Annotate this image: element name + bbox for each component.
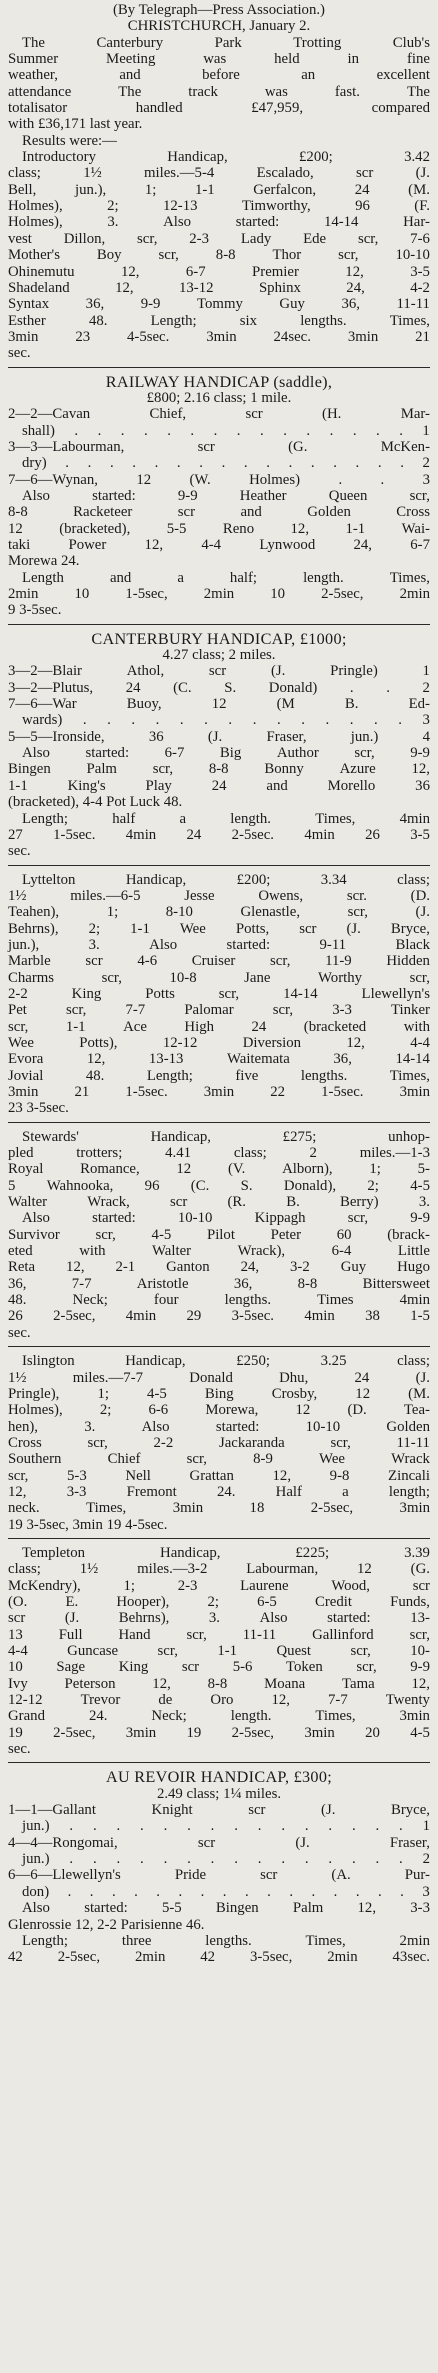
- article-line: 3—2—Blair Athol, scr (J. Pringle) 1: [8, 663, 430, 680]
- article-line: 8-8 Racketeer scr and Golden Cross: [8, 504, 430, 521]
- article-line: (O. E. Hooper), 2; 6-5 Credit Funds,: [8, 1593, 430, 1610]
- article-line: 1½ miles.—7-7 Donald Dhu, 24 (J.: [8, 1369, 430, 1386]
- article-line: Reta 12, 2-1 Ganton 24, 3-2 Guy Hugo: [8, 1259, 430, 1276]
- article-line: 7—6—Wynan, 12 (W. Holmes) . . 3: [8, 471, 430, 488]
- article-line: Behrns), 2; 1-1 Wee Potts, scr (J. Bryce,: [8, 920, 430, 937]
- article-line: Syntax 36, 9-9 Tommy Guy 36, 11-11: [8, 296, 430, 313]
- article-line: 4.27 class; 2 miles.: [162, 647, 276, 664]
- article-line: 27 1-5sec. 4min 24 2-5sec. 4min 26 3-5: [8, 826, 430, 843]
- article-line: totalisator handled £47,959, compared: [8, 100, 430, 117]
- article-line: Shadeland 12, 13-12 Sphinx 24, 4-2: [8, 279, 430, 296]
- article-line: 36, 7-7 Aristotle 36, 8-8 Bittersweet: [8, 1275, 430, 1292]
- article-line: hen), 3. Also started: 10-10 Golden: [8, 1418, 430, 1435]
- article-line: 1½ miles.—6-5 Jesse Owens, scr. (D.: [8, 887, 430, 904]
- article-line: eted with Walter Wrack), 6-4 Little: [8, 1243, 430, 1260]
- article-line: attendance The track was fast. The: [8, 83, 430, 100]
- article-line: (bracketed), 4-4 Pot Luck 48.: [8, 794, 183, 811]
- article-line: Royal Romance, 12 (V. Alborn), 1; 5-: [8, 1161, 430, 1178]
- article-line: sec.: [8, 1324, 31, 1341]
- article-line: shall) . . . . . . . . . . . . . . . 1: [22, 422, 430, 439]
- section-divider: [8, 624, 430, 625]
- article-line: Holmes), 3. Also started: 14-14 Har-: [8, 214, 430, 231]
- article-line: Esther 48. Length; six lengths. Times,: [8, 312, 430, 329]
- article-line: The Canterbury Park Trotting Club's: [22, 34, 430, 51]
- article-line: Survivor scr, 4-5 Pilot Peter 60 (brack-: [8, 1226, 430, 1243]
- article-line: CANTERBURY HANDICAP, £1000;: [91, 629, 347, 648]
- article-line: Pringle), 1; 4-5 Bing Crosby, 12 (M.: [8, 1385, 430, 1402]
- article-line: Length and a half; length. Times,: [22, 569, 430, 586]
- article-line: 9 3-5sec.: [8, 602, 62, 619]
- article-line: jun.), 3. Also started: 9-11 Black: [8, 936, 430, 953]
- section-divider: [8, 367, 430, 368]
- article-line: Summer Meeting was held in fine: [8, 51, 430, 68]
- article-line: AU REVOIR HANDICAP, £300;: [105, 1768, 333, 1787]
- article-line: 4—4—Rongomai, scr (J. Fraser,: [8, 1834, 430, 1851]
- article-line: 13 Full Hand scr, 11-11 Gallinford scr,: [8, 1626, 430, 1643]
- article-line: scr, 1-1 Ace High 24 (bracketed with: [8, 1018, 430, 1035]
- article-line: Evora 12, 13-13 Waitemata 36, 14-14: [8, 1051, 430, 1068]
- article-line: 19 3-5sec, 3min 19 4-5sec.: [8, 1516, 168, 1533]
- article-line: 2-2 King Potts scr, 14-14 Llewellyn's: [8, 985, 430, 1002]
- article-line: Also started: 9-9 Heather Queen scr,: [22, 487, 430, 504]
- article-line: taki Power 12, 4-4 Lynwood 24, 6-7: [8, 537, 430, 553]
- section-divider: [8, 865, 430, 866]
- article-line: (By Telegraph—Press Association.): [113, 2, 325, 18]
- article-line: Bell, jun.), 1; 1-1 Gerfalcon, 24 (M.: [8, 181, 430, 198]
- article-line: Glenrossie 12, 2-2 Parisienne 46.: [8, 1916, 205, 1933]
- article-line: 5—5—Ironside, 36 (J. Fraser, jun.) 4: [8, 728, 430, 745]
- section-divider: [8, 1346, 430, 1347]
- article-line: 48. Neck; four lengths. Times 4min: [8, 1292, 430, 1309]
- section-divider: [8, 1762, 430, 1763]
- article-line: Teahen), 1; 8-10 Glenastle, scr, (J.: [8, 904, 430, 921]
- article-line: Wee Potts), 12-12 Diversion 12, 4-4: [8, 1034, 430, 1051]
- article-line: wards) . . . . . . . . . . . . . . 3: [22, 712, 430, 729]
- article-line: neck. Times, 3min 18 2-5sec, 3min: [8, 1500, 430, 1517]
- article-line: 12 (bracketed), 5-5 Reno 12, 1-1 Wai-: [8, 520, 430, 537]
- article-line: 10 Sage King scr 5-6 Token scr, 9-9: [8, 1659, 430, 1676]
- article-line: jun.) . . . . . . . . . . . . . . . 1: [22, 1818, 430, 1835]
- article-line: CHRISTCHURCH, January 2.: [127, 18, 311, 35]
- article-line: 42 2-5sec, 2min 42 3-5sec, 2min 43sec.: [8, 1949, 430, 1966]
- article-line: Walter Wrack, scr (R. B. Berry) 3.: [8, 1194, 430, 1211]
- article-line: 26 2-5sec, 4min 29 3-5sec. 4min 38 1-5: [8, 1308, 430, 1325]
- article-line: 2.49 class; 1¼ miles.: [156, 1785, 282, 1802]
- article-line: Charms scr, 10-8 Jane Worthy scr,: [8, 969, 430, 986]
- article-line: 1—1—Gallant Knight scr (J. Bryce,: [8, 1802, 430, 1819]
- article-line: Mother's Boy scr, 8-8 Thor scr, 10-10: [8, 247, 430, 264]
- article-line: 7—6—War Buoy, 12 (M B. Ed-: [8, 696, 430, 713]
- article-line: class; 1½ miles.—3-2 Labourman, 12 (G.: [8, 1561, 430, 1578]
- article-line: sec.: [8, 1741, 31, 1758]
- article-line: 3min 21 1-5sec. 3min 22 1-5sec. 3min: [8, 1084, 430, 1100]
- article-line: 1-1 King's Play 24 and Morello 36: [8, 777, 430, 794]
- article-line: Morewa 24.: [8, 553, 80, 570]
- article-line: McKendry), 1; 2-3 Laurene Wood, scr: [8, 1577, 430, 1594]
- article-line: Introductory Handicap, £200; 3.42: [22, 149, 430, 166]
- article-line: Also started: 6-7 Big Author scr, 9-9: [22, 745, 430, 762]
- article-line: Southern Chief scr, 8-9 Wee Wrack: [8, 1451, 430, 1468]
- article-line: Cross scr, 2-2 Jackaranda scr, 11-11: [8, 1434, 430, 1451]
- article-line: Length; three lengths. Times, 2min: [22, 1932, 430, 1949]
- article-line: £800; 2.16 class; 1 mile.: [146, 389, 292, 406]
- article-line: Ohinemutu 12, 6-7 Premier 12, 3-5: [8, 263, 430, 280]
- article-line: with £36,171 last year.: [8, 116, 143, 133]
- article-line: Length; half a length. Times, 4min: [22, 810, 430, 827]
- article-line: don) . . . . . . . . . . . . . . . . 3: [22, 1883, 430, 1900]
- article-line: Also started: 5-5 Bingen Palm 12, 3-3: [22, 1900, 430, 1917]
- article-line: sec.: [8, 843, 31, 860]
- article-line: Holmes), 2; 6-6 Morewa, 12 (D. Tea-: [8, 1402, 430, 1419]
- article-line: RAILWAY HANDICAP (saddle),: [105, 372, 333, 391]
- article-line: weather, and before an excellent: [8, 67, 430, 84]
- article-line: Also started: 10-10 Kippagh scr, 9-9: [22, 1210, 430, 1227]
- article-line: 4-4 Guncase scr, 1-1 Quest scr, 10-: [8, 1643, 430, 1659]
- article-line: 3—3—Labourman, scr (G. McKen-: [8, 438, 430, 455]
- article-line: 2—2—Cavan Chief, scr (H. Mar-: [8, 406, 430, 423]
- article-line: 5 Wahnooka, 96 (C. S. Donald), 2; 4-5: [8, 1177, 430, 1194]
- article-line: Bingen Palm scr, 8-8 Bonny Azure 12,: [8, 761, 430, 778]
- article-line: dry) . . . . . . . . . . . . . . . . 2: [22, 455, 430, 472]
- article-line: 6—6—Llewellyn's Pride scr (A. Pur-: [8, 1867, 430, 1884]
- article-line: Grand 24. Neck; length. Times, 3min: [8, 1708, 430, 1725]
- article-line: 12-12 Trevor de Oro 12, 7-7 Twenty: [8, 1692, 430, 1709]
- article-line: Lyttelton Handicap, £200; 3.34 class;: [22, 871, 430, 888]
- article-line: 3min 23 4-5sec. 3min 24sec. 3min 21: [8, 328, 430, 345]
- article-line: pled trotters; 4.41 class; 2 miles.—1-3: [8, 1145, 430, 1162]
- article-line: 23 3-5sec.: [8, 1100, 69, 1117]
- section-divider: [8, 1538, 430, 1539]
- article-line: Marble scr 4-6 Cruiser scr, 11-9 Hidden: [8, 953, 430, 970]
- article-line: Ivy Peterson 12, 8-8 Moana Tama 12,: [8, 1675, 430, 1692]
- article-line: Holmes), 2; 12-13 Timworthy, 96 (F.: [8, 198, 430, 215]
- article-line: 12, 3-3 Fremont 24. Half a length;: [8, 1483, 430, 1500]
- article-line: Stewards' Handicap, £275; unhop-: [22, 1128, 430, 1145]
- article-line: Jovial 48. Length; five lengths. Times,: [8, 1067, 430, 1084]
- article-line: 19 2-5sec, 3min 19 2-5sec, 3min 20 4-5: [8, 1724, 430, 1741]
- article-line: Islington Handicap, £250; 3.25 class;: [22, 1353, 430, 1370]
- article-line: class; 1½ miles.—5-4 Escalado, scr (J.: [8, 165, 430, 182]
- article-line: Results were:—: [22, 132, 117, 149]
- article-line: sec.: [8, 345, 31, 362]
- article-line: Templeton Handicap, £225; 3.39: [22, 1544, 430, 1561]
- article-line: scr (J. Behrns), 3. Also started: 13-: [8, 1610, 430, 1627]
- article-line: scr, 5-3 Nell Grattan 12, 9-8 Zincali: [8, 1467, 430, 1484]
- article-line: vest Dillon, scr, 2-3 Lady Ede scr, 7-6: [8, 230, 430, 247]
- article-line: 2min 10 1-5sec, 2min 10 2-5sec, 2min: [8, 586, 430, 603]
- article-line: Pet scr, 7-7 Palomar scr, 3-3 Tinker: [8, 1002, 430, 1019]
- article-line: jun.) . . . . . . . . . . . . . . . 2: [22, 1851, 430, 1868]
- section-divider: [8, 1122, 430, 1123]
- article-line: 3—2—Plutus, 24 (C. S. Donald) . . 2: [8, 679, 430, 696]
